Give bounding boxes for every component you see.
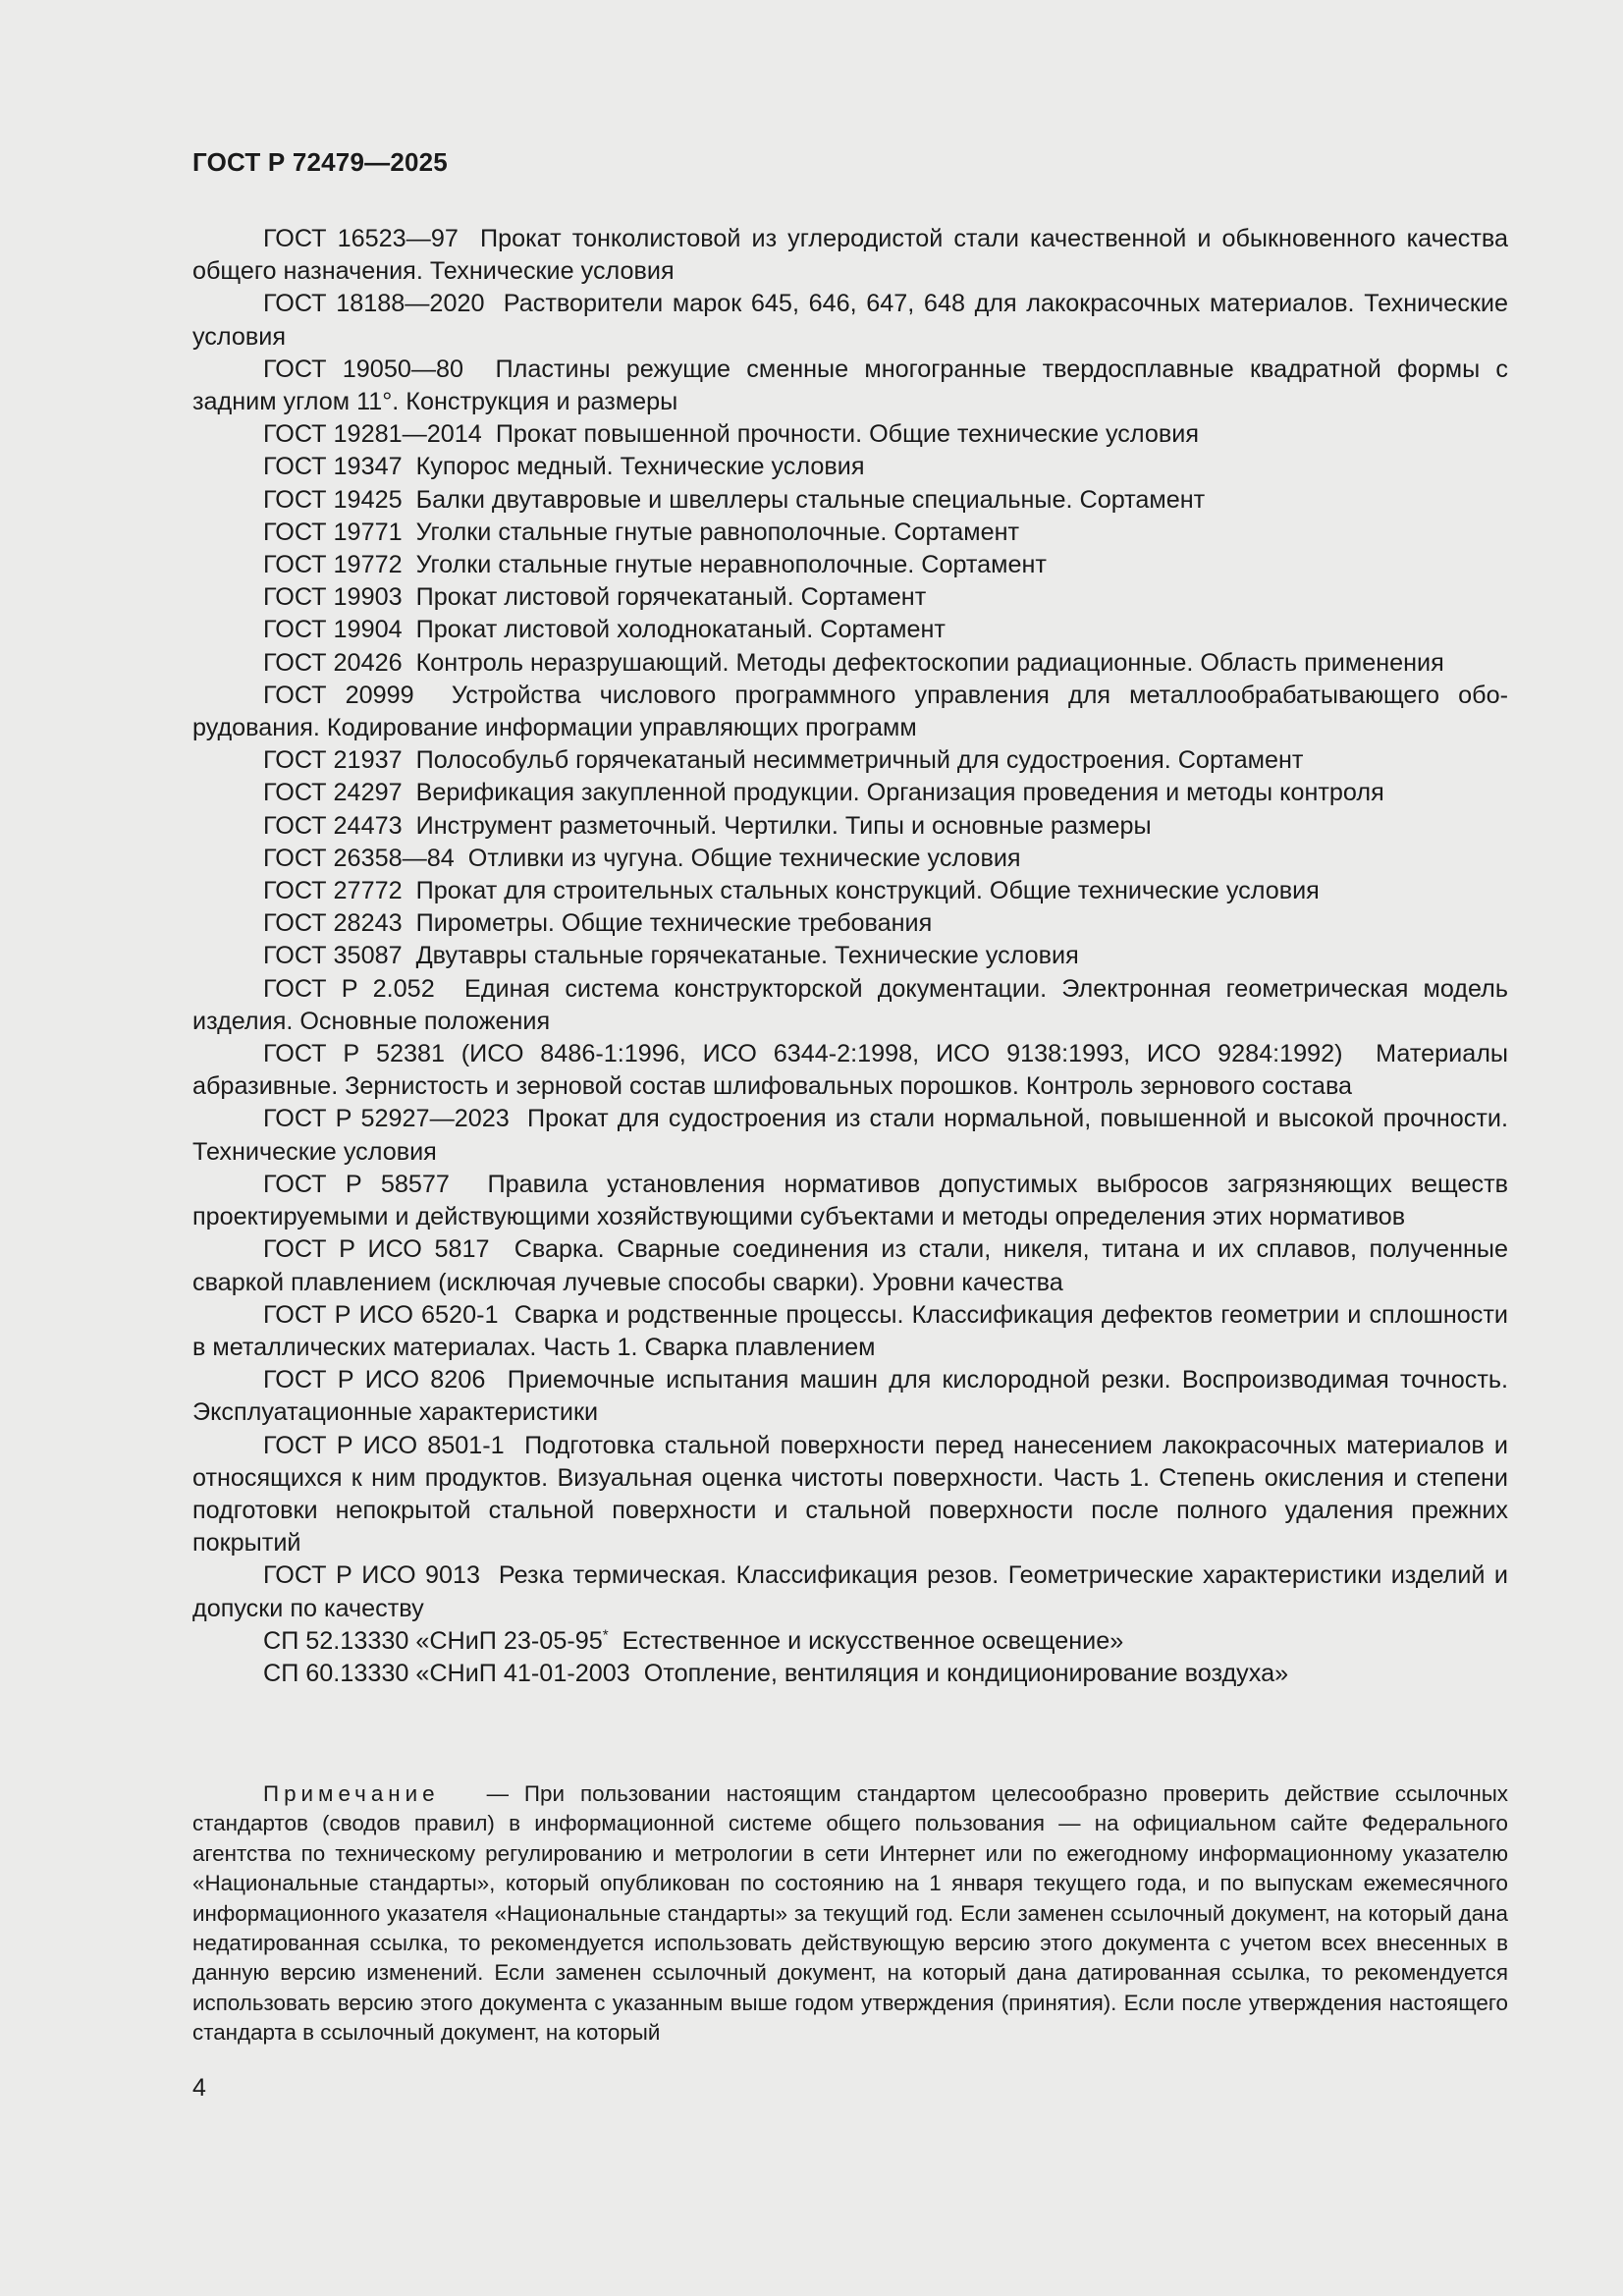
reference-code: ГОСТ 19772 xyxy=(263,551,403,579)
reference-title: Резка термическая. Классификация резов. Геометрические характеристики изделий и допуски по качеству xyxy=(192,1561,1508,1622)
reference-code: ГОСТ 16523—97 xyxy=(263,225,459,252)
reference-title: Инструмент разметочный. Чертилки. Типы и основные размеры xyxy=(415,811,1152,840)
reference-item xyxy=(192,1299,1508,1364)
reference-title: Верификация закупленной продукции. Организация проведения и методы контроля xyxy=(415,779,1384,807)
reference-code: ГОСТ 18188—2020 xyxy=(263,290,485,318)
footnote-mark: * xyxy=(602,1626,609,1644)
code-of-practice-item xyxy=(192,1658,1508,1690)
reference-item xyxy=(192,354,1508,418)
reference-item xyxy=(192,418,1508,451)
note-paragraph xyxy=(192,1779,1508,2049)
reference-code: ГОСТ 19904 xyxy=(263,616,403,644)
reference-code: ГОСТ 19050—80 xyxy=(263,355,464,383)
reference-item xyxy=(192,1038,1508,1103)
note-label: Примечание xyxy=(263,1781,440,1806)
reference-item xyxy=(192,614,1508,646)
reference-title: Уголки стальные гнутые неравнополочные. Сортамент xyxy=(415,551,1047,579)
reference-title: Двутавры стальные горячекатаные. Технические условия xyxy=(415,942,1079,970)
code-of-practice-item xyxy=(192,1625,1508,1658)
reference-code: ГОСТ 19281—2014 xyxy=(263,420,482,449)
reference-code: ГОСТ 19903 xyxy=(263,583,403,612)
reference-code: ГОСТ Р 52381 (ИСО 8486-1:1996, ИСО 6344-2:1998, ИСО 9138:1993, ИСО 9284:1992) xyxy=(263,1040,1343,1068)
reference-title: Полособульб горячекатаный несимметричный для судостроения. Сортамент xyxy=(415,746,1304,775)
reference-item xyxy=(192,549,1508,581)
reference-title: Пирометры. Общие технические требования xyxy=(415,909,933,938)
code-of-practice-code: СП 52.13330 «СНиП 23-05-95 xyxy=(263,1626,603,1655)
reference-item xyxy=(192,1430,1508,1560)
reference-item xyxy=(192,973,1508,1038)
reference-item xyxy=(192,907,1508,940)
code-of-practice-title: Естественное и искусственное освещение» xyxy=(622,1626,1124,1655)
reference-item xyxy=(192,843,1508,875)
reference-code: ГОСТ 24473 xyxy=(263,811,403,840)
reference-item xyxy=(192,744,1508,777)
reference-title: Прокат тонколистовой из углеродистой стали качественной и обыкновенного качества общего назначения. Технические условия xyxy=(192,225,1508,286)
reference-item xyxy=(192,875,1508,907)
reference-code: ГОСТ 28243 xyxy=(263,909,403,938)
reference-code: ГОСТ 19425 xyxy=(263,485,403,514)
reference-item xyxy=(192,680,1508,744)
reference-title: Единая система конструкторской документации. Электронная геометрическая модель изделия. Основные положения xyxy=(192,974,1508,1035)
reference-item xyxy=(192,810,1508,843)
reference-item xyxy=(192,1364,1508,1429)
reference-code: ГОСТ Р ИСО 8206 xyxy=(263,1366,486,1394)
reference-item xyxy=(192,1103,1508,1168)
reference-item xyxy=(192,581,1508,614)
reference-item xyxy=(192,647,1508,680)
code-of-practice-code: СП 60.13330 «СНиП 41-01-2003 xyxy=(263,1659,630,1687)
reference-code: ГОСТ 24297 xyxy=(263,779,403,807)
reference-code: ГОСТ 19771 xyxy=(263,518,403,546)
normative-references-list xyxy=(192,223,1508,1690)
reference-item xyxy=(192,940,1508,972)
page-number: 4 xyxy=(192,2074,206,2102)
reference-title: Прокат листовой холоднокатаный. Сортамент xyxy=(415,616,946,644)
reference-title: Прокат листовой горячекатаный. Сортамент xyxy=(415,583,927,612)
reference-title: Растворители марок 645, 646, 647, 648 для лакокрасочных материалов. Технические условия xyxy=(192,290,1509,351)
reference-title: Материалы абразивные. Зернистость и зерновой состав шлифовальных порошков. Контроль зернового состава xyxy=(192,1040,1509,1101)
reference-code: ГОСТ 27772 xyxy=(263,877,403,905)
note-text: — При пользовании настоящим стандартом целесообразно проверить действие ссылочных стандартов (сводов правил) в информационной системе общего пользования — на официальном сайте Федерального агентства по техническому регулированию и метрологии в сети Интернет или по ежегодному информационному указателю «Национальные стандарты», который опубликован по состоянию на 1 января текущего года, и по выпускам ежемесячного информационного указателя «Национальные стандарты» за текущий год. Если заменен ссылочный документ, на который дана недатированная ссылка, то рекомендуется использовать действующую версию этого документа с учетом всех внесенных в данную версию изменений. Если заменен ссылочный документ, на который дана датированная ссылка, то рекомендуется использовать версию этого документа с указанным выше годом утверждения (принятия). Если после утверждения настоящего стандарта в ссылочный документ, на который xyxy=(192,1781,1509,2046)
reference-code: ГОСТ 21937 xyxy=(263,746,403,775)
reference-item xyxy=(192,1169,1508,1233)
reference-code: ГОСТ 35087 xyxy=(263,942,403,970)
reference-code: ГОСТ Р 2.052 xyxy=(263,974,435,1003)
reference-title: Подготовка стальной поверхности перед нанесением лакокрасочных материалов и относящихся к ним продуктов. Визуальная оценка чистоты поверхности. Часть 1. Степень окисления и степени подготовки непокрытой стальной поверхности и стальной поверхности после полного удаления прежних покрытий xyxy=(192,1431,1509,1558)
reference-item xyxy=(192,484,1508,517)
reference-code: ГОСТ 20999 xyxy=(263,681,414,709)
reference-title: Купорос медный. Технические условия xyxy=(415,453,865,481)
reference-code: ГОСТ 19347 xyxy=(263,453,403,481)
document-header: ГОСТ Р 72479—2025 xyxy=(192,147,448,177)
reference-title: Прокат для строительных стальных конструкций. Общие технические условия xyxy=(415,877,1320,905)
reference-title: Прокат повышенной прочности. Общие технические условия xyxy=(495,420,1199,449)
reference-code: ГОСТ Р ИСО 5817 xyxy=(263,1235,490,1264)
reference-title: Устройства числового программного управления для металлообрабатывающего оборудования. Кодирование информации управляющих программ xyxy=(192,681,1508,742)
reference-item xyxy=(192,223,1508,288)
reference-title: Отливки из чугуна. Общие технические условия xyxy=(467,844,1021,872)
reference-code: ГОСТ Р 58577 xyxy=(263,1170,450,1198)
reference-title: Сварка и родственные процессы. Классификация дефектов геометрии и сплошности в металлических материалах. Часть 1. Сварка плавлением xyxy=(192,1300,1508,1361)
reference-code: ГОСТ Р ИСО 6520-1 xyxy=(263,1300,499,1329)
reference-title: Сварка. Сварные соединения из стали, никеля, титана и их сплавов, полученные сваркой плавлением (исключая лучевые способы сварки). Уровни качества xyxy=(192,1235,1508,1296)
reference-title: Балки двутавровые и швеллеры стальные специальные. Сортамент xyxy=(415,485,1206,514)
code-of-practice-title: Отопление, вентиляция и кондиционирование воздуха» xyxy=(643,1659,1289,1687)
reference-code: ГОСТ Р ИСО 9013 xyxy=(263,1561,481,1590)
reference-title: Прокат для судостроения из стали нормальной, повышенной и высокой прочности. Технические условия xyxy=(192,1105,1508,1166)
reference-item xyxy=(192,777,1508,809)
reference-item xyxy=(192,517,1508,549)
reference-title: Правила установления нормативов допустимых выбросов загрязняющих веществ проектируемыми и действующими хозяйствующими субъектами и методы определения этих нормативов xyxy=(192,1170,1508,1231)
reference-item xyxy=(192,451,1508,483)
reference-code: ГОСТ Р ИСО 8501-1 xyxy=(263,1431,505,1459)
reference-code: ГОСТ 20426 xyxy=(263,648,403,677)
reference-title: Приемочные испытания машин для кислородной резки. Воспроизводимая точность. Эксплуатационные характеристики xyxy=(192,1366,1509,1427)
reference-code: ГОСТ 26358—84 xyxy=(263,844,455,872)
reference-item xyxy=(192,288,1508,353)
reference-item xyxy=(192,1233,1508,1298)
reference-item xyxy=(192,1559,1508,1624)
reference-title: Контроль неразрушающий. Методы дефектоскопии радиационные. Область применения xyxy=(415,648,1444,677)
reference-title: Уголки стальные гнутые равнополочные. Сортамент xyxy=(415,518,1020,546)
reference-code: ГОСТ Р 52927—2023 xyxy=(263,1105,510,1133)
reference-title: Пластины режущие сменные многогранные твердосплавные квадратной формы с задним углом 11°. Конструкция и размеры xyxy=(192,355,1509,416)
